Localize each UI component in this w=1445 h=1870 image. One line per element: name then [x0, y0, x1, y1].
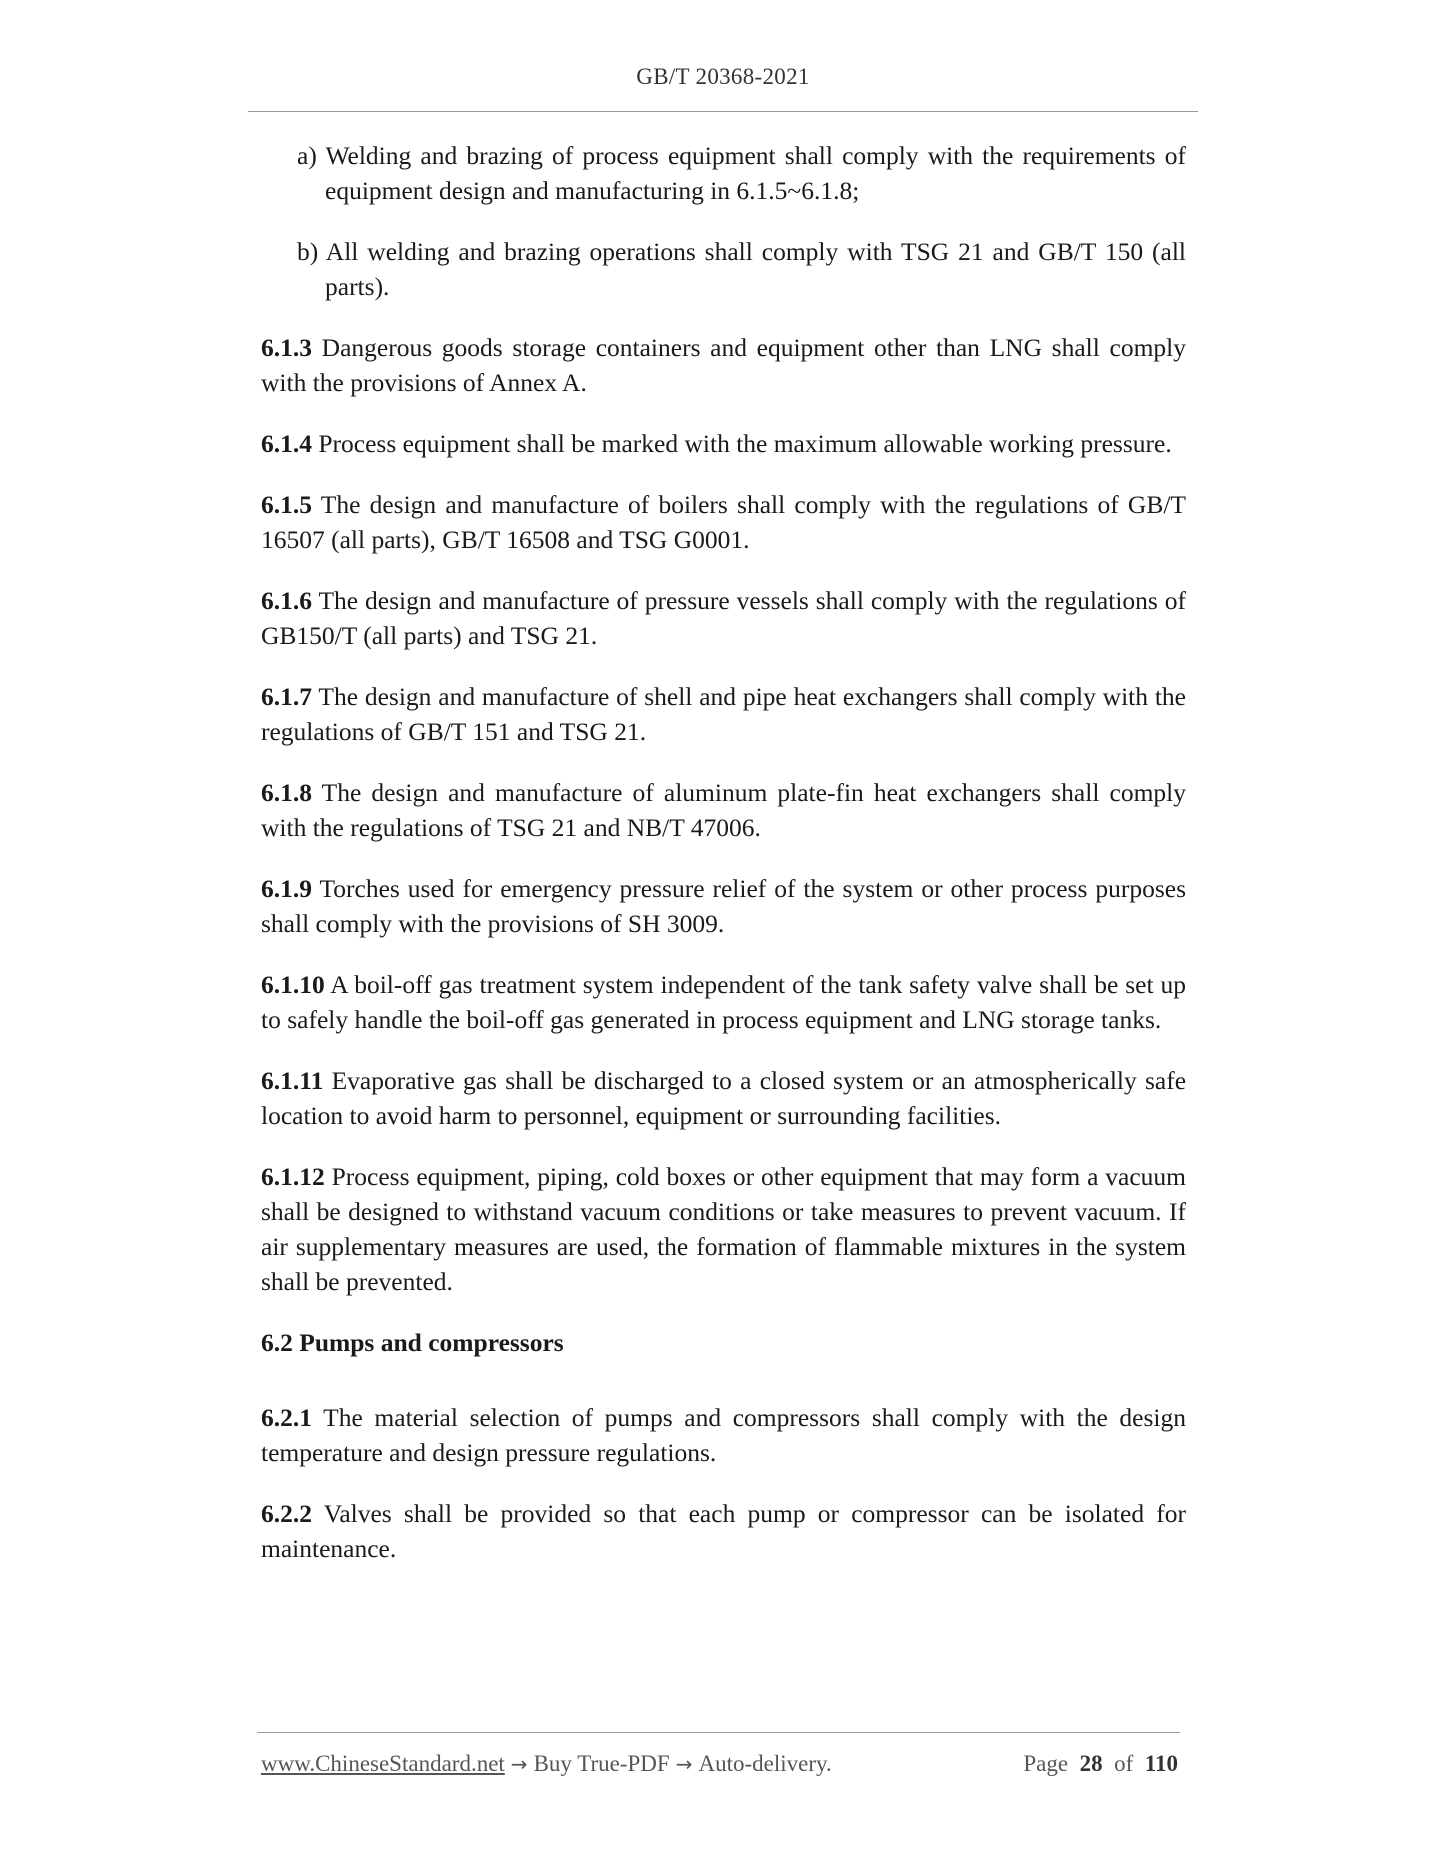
clause-text: The design and manufacture of pressure vessels shall comply with the regulations of GB150/T (all parts) and TSG 21.: [261, 586, 1186, 650]
list-item-b: [293, 234, 1186, 304]
footer-divider: [257, 1732, 1180, 1733]
arrow-right-icon: →: [675, 1752, 693, 1776]
clause-6-1-11: [261, 1063, 1186, 1133]
clause-6-1-9: [261, 871, 1186, 941]
list-marker: b): [297, 237, 319, 266]
buy-text: Buy True-PDF: [533, 1751, 670, 1776]
clause-6-2-1: [261, 1400, 1186, 1470]
clause-number: 6.1.10: [261, 970, 325, 999]
document-body: [261, 138, 1186, 1592]
of-label: of: [1114, 1751, 1134, 1776]
clause-text: A boil-off gas treatment system independent of the tank safety valve shall be set up to safely handle the boil-off gas generated in process equipment and LNG storage tanks.: [261, 970, 1186, 1034]
clause-6-1-6: [261, 583, 1186, 653]
clause-number: 6.1.4: [261, 429, 312, 458]
clause-6-2-2: [261, 1496, 1186, 1566]
clause-text: The material selection of pumps and compressors shall comply with the design temperature and design pressure regulations.: [261, 1403, 1186, 1467]
clause-number: 6.2.1: [261, 1403, 312, 1432]
clause-number: 6.1.6: [261, 586, 312, 615]
list-marker: a): [297, 141, 317, 170]
clause-6-1-5: [261, 487, 1186, 557]
section-heading-6-2: 6.2 Pumps and compressors: [261, 1328, 564, 1357]
clause-number: 6.1.8: [261, 778, 312, 807]
arrow-right-icon: →: [510, 1752, 528, 1776]
clause-text: The design and manufacture of boilers shall comply with the regulations of GB/T 16507 (all parts), GB/T 16508 and TSG G0001.: [261, 490, 1186, 554]
clause-text: Process equipment, piping, cold boxes or other equipment that may form a vacuum shall be designed to withstand vacuum conditions or take measures to prevent vacuum. If air supplementary measures are used, the formation of flammable mixtures in the system shall be prevented.: [261, 1162, 1186, 1296]
delivery-text: Auto-delivery.: [698, 1751, 832, 1776]
clause-number: 6.1.11: [261, 1066, 324, 1095]
page-header: GB/T 20368-2021: [636, 64, 810, 89]
clause-text: The design and manufacture of aluminum plate-fin heat exchangers shall comply with the regulations of TSG 21 and NB/T 47006.: [261, 778, 1187, 842]
clause-number: 6.1.5: [261, 490, 312, 519]
page-total: 110: [1144, 1751, 1178, 1776]
clause-number: 6.2.2: [261, 1499, 312, 1528]
page-label: Page: [1023, 1751, 1069, 1776]
list-item-text: Welding and brazing of process equipment shall comply with the requirements of equipment design and manufacturing in 6.1.5~6.1.8;: [325, 141, 1186, 205]
site-link[interactable]: www.ChineseStandard.net: [261, 1751, 505, 1776]
clause-6-1-12: [261, 1159, 1186, 1299]
page-footer: [261, 1751, 1178, 1777]
page-indicator: [1023, 1751, 1178, 1777]
list-item-a: [293, 138, 1186, 208]
clause-text: Torches used for emergency pressure relief of the system or other process purposes shall comply with the provisions of SH 3009.: [261, 874, 1186, 938]
clause-text: Dangerous goods storage containers and equipment other than LNG shall comply with the provisions of Annex A.: [261, 333, 1186, 397]
list-item-text: All welding and brazing operations shall comply with TSG 21 and GB/T 150 (all parts).: [325, 237, 1187, 301]
clause-text: The design and manufacture of shell and pipe heat exchangers shall comply with the regulations of GB/T 151 and TSG 21.: [261, 682, 1186, 746]
clause-6-1-3: [261, 330, 1186, 400]
clause-number: 6.1.3: [261, 333, 312, 362]
clause-number: 6.1.12: [261, 1162, 325, 1191]
header-divider: [248, 111, 1198, 112]
clause-number: 6.1.9: [261, 874, 312, 903]
clause-number: 6.1.7: [261, 682, 312, 711]
clause-text: Evaporative gas shall be discharged to a closed system or an atmospherically safe location to avoid harm to personnel, equipment or surrounding facilities.: [261, 1066, 1187, 1130]
page-current: 28: [1079, 1751, 1103, 1776]
clause-6-1-10: [261, 967, 1186, 1037]
clause-6-1-8: [261, 775, 1186, 845]
clause-6-1-7: [261, 679, 1186, 749]
footer-promo: [261, 1751, 832, 1777]
clause-text: Valves shall be provided so that each pump or compressor can be isolated for maintenance.: [261, 1499, 1186, 1563]
clause-6-1-4: [261, 426, 1186, 461]
clause-text: Process equipment shall be marked with the maximum allowable working pressure.: [318, 429, 1172, 458]
